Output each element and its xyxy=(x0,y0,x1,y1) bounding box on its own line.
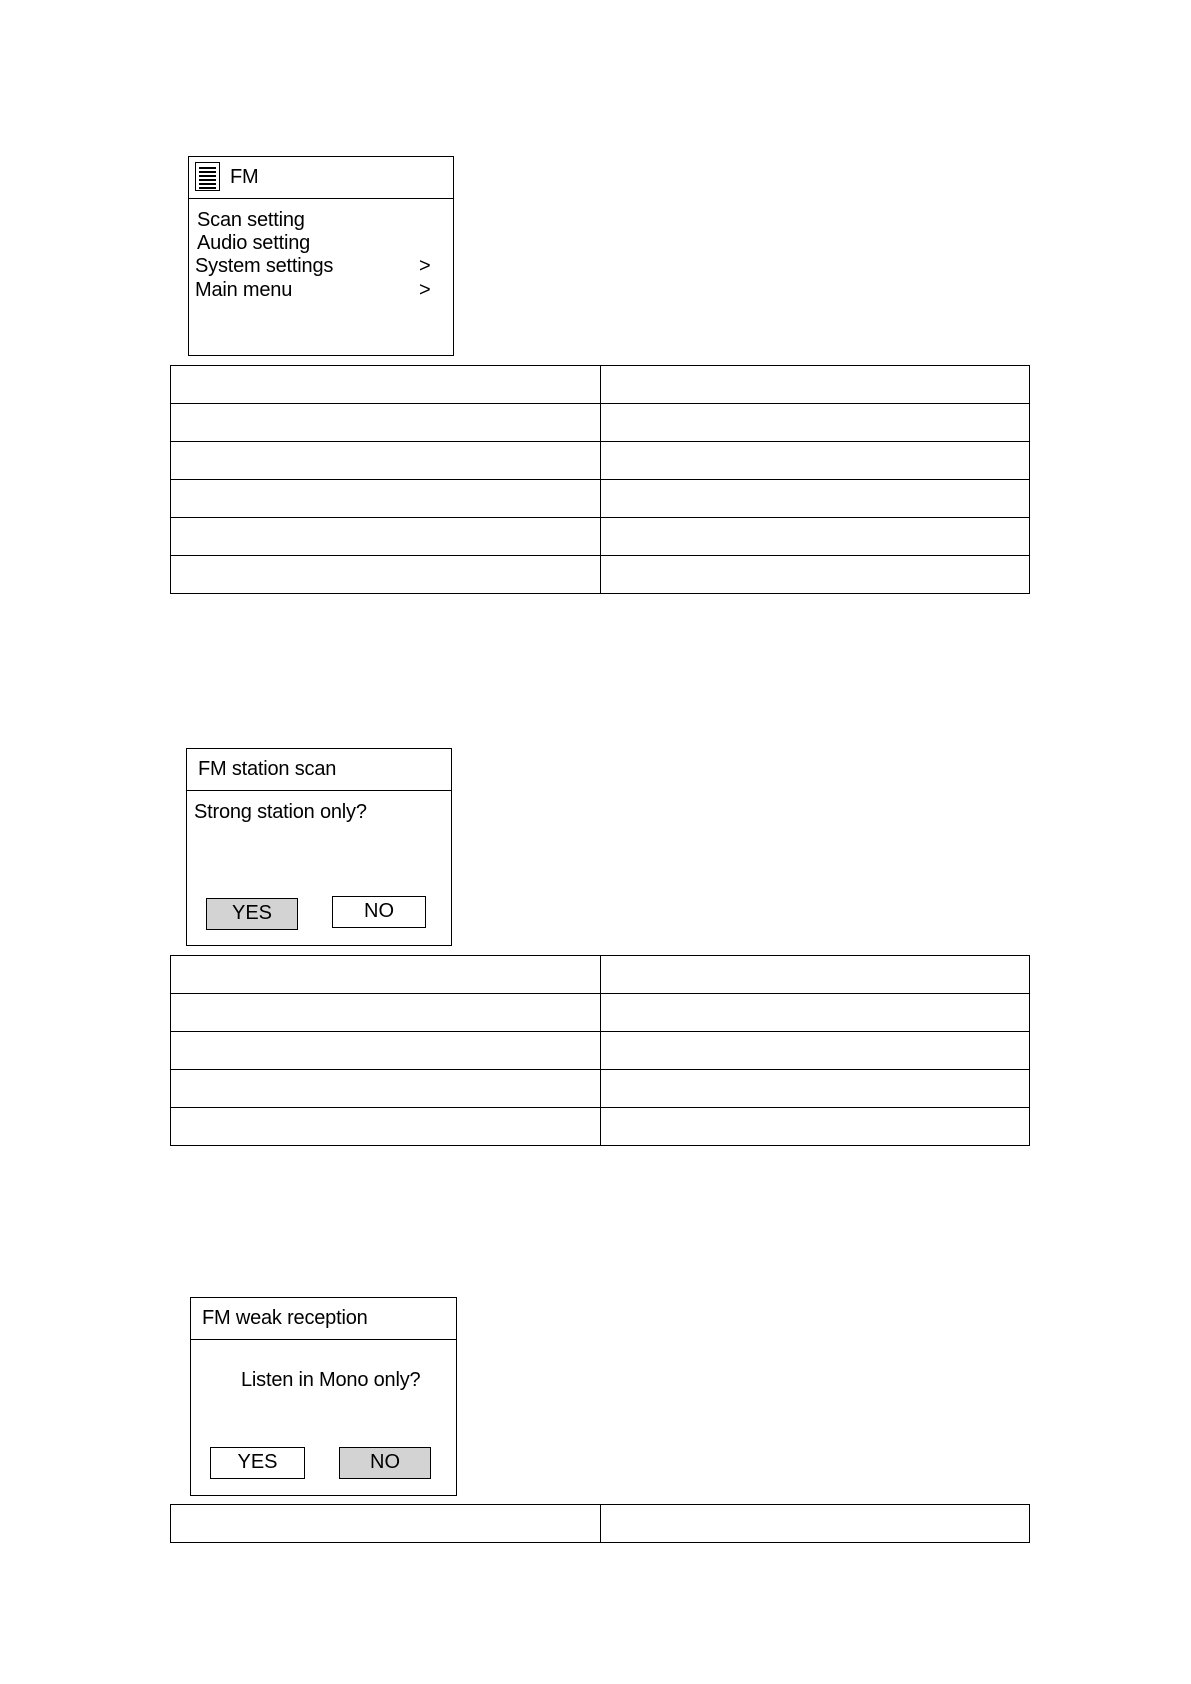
table-cell xyxy=(171,480,601,518)
table-cell xyxy=(600,1070,1030,1108)
table-cell xyxy=(171,994,601,1032)
table-cell xyxy=(600,1505,1030,1543)
weak-dialog-message: Listen in Mono only? xyxy=(241,1369,421,1391)
yes-button[interactable]: YES xyxy=(206,898,298,930)
yes-button[interactable]: YES xyxy=(210,1447,305,1479)
scan-dialog-message: Strong station only? xyxy=(194,801,367,823)
weak-dialog-title: FM weak reception xyxy=(202,1307,368,1329)
table-1 xyxy=(170,365,1030,594)
table-cell xyxy=(600,366,1030,404)
table-cell xyxy=(171,1108,601,1146)
chevron-right-icon: > xyxy=(419,255,431,277)
table-cell xyxy=(171,366,601,404)
fm-station-scan-screen xyxy=(186,748,452,946)
table-cell xyxy=(600,480,1030,518)
scan-dialog-title: FM station scan xyxy=(198,758,337,780)
table-row xyxy=(171,556,1030,594)
table-cell xyxy=(171,404,601,442)
table-cell xyxy=(171,1070,601,1108)
table-row xyxy=(171,480,1030,518)
menu-item-audio-setting[interactable]: Audio setting xyxy=(197,232,311,254)
table-row xyxy=(171,518,1030,556)
table-row xyxy=(171,404,1030,442)
table-row xyxy=(171,1505,1030,1543)
table-cell xyxy=(600,1108,1030,1146)
table-cell xyxy=(600,404,1030,442)
weak-dialog-header xyxy=(191,1298,456,1340)
fm-menu-header xyxy=(189,157,453,199)
table-cell xyxy=(600,956,1030,994)
table-3 xyxy=(170,1504,1030,1543)
table-row xyxy=(171,1108,1030,1146)
table-row xyxy=(171,442,1030,480)
table-row xyxy=(171,366,1030,404)
table-row xyxy=(171,994,1030,1032)
table-cell xyxy=(600,994,1030,1032)
table-cell xyxy=(171,442,601,480)
fm-weak-reception-screen xyxy=(190,1297,457,1496)
menu-icon xyxy=(195,162,220,191)
table-cell xyxy=(600,442,1030,480)
table-cell xyxy=(171,956,601,994)
table-row xyxy=(171,956,1030,994)
table-row xyxy=(171,1070,1030,1108)
table-cell xyxy=(171,518,601,556)
table-cell xyxy=(171,1505,601,1543)
menu-item-scan-setting[interactable]: Scan setting xyxy=(197,209,305,231)
menu-item-system-settings[interactable]: System settings xyxy=(195,255,334,277)
no-button[interactable]: NO xyxy=(332,896,426,928)
fm-menu-screen xyxy=(188,156,454,356)
table-cell xyxy=(600,556,1030,594)
table-cell xyxy=(171,1032,601,1070)
table-cell xyxy=(171,556,601,594)
fm-menu-title: FM xyxy=(230,166,259,188)
menu-item-main-menu[interactable]: Main menu xyxy=(195,279,293,301)
table-2 xyxy=(170,955,1030,1146)
table-cell xyxy=(600,518,1030,556)
table-cell xyxy=(600,1032,1030,1070)
table-row xyxy=(171,1032,1030,1070)
no-button[interactable]: NO xyxy=(339,1447,431,1479)
scan-dialog-header xyxy=(187,749,451,791)
chevron-right-icon: > xyxy=(419,279,431,301)
